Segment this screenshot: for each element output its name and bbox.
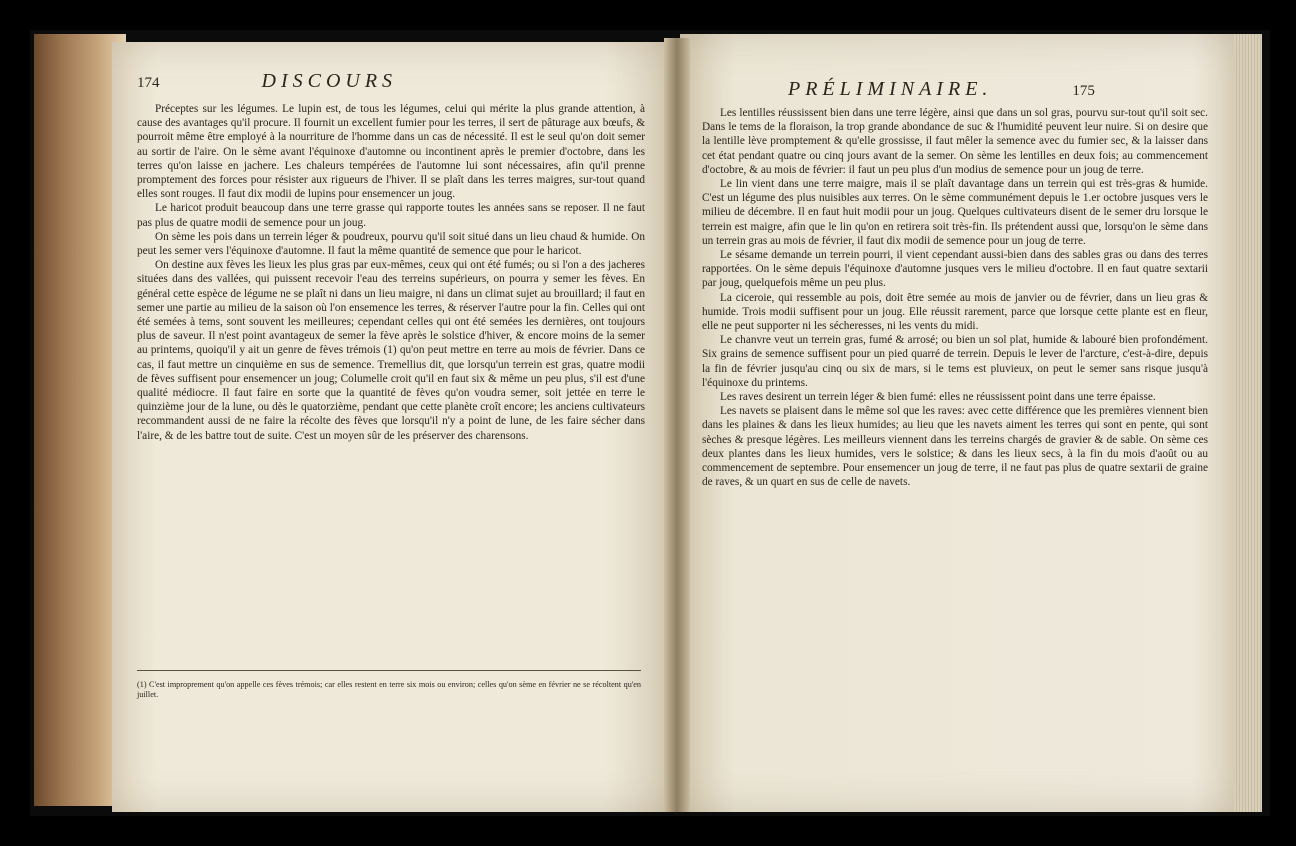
right-page-number: 175 — [1072, 83, 1095, 99]
paragraph-sesame: Le sésame demande un terrein pourri, il vient cependant aussi-bien dans des sables gras ou dans des terres rapportées. On le sème depuis l'équinoxe d'automne jusques vers le milieu d'octobre. Il en faut quatre sextarii par joug, quelquefois même un peu plus. — [702, 249, 1208, 290]
paragraph-raves: Les raves desirent un terrein léger & bien fumé: elles ne réussissent point dans une terre épaisse. — [720, 391, 1156, 404]
paragraph-ciceroie: La ciceroie, qui ressemble au pois, doit être semée au mois de janvier ou de février, dans un lieu gras & humide. Trois modii suffisent pour un joug. Elle réussit rarement, parce que lorsque cette plante est en fleur, elle ne peut supporter ni les sécheresses, ni les vents du midi. — [702, 291, 1208, 333]
paragraph-haricot: Le haricot produit beaucoup dans une terre grasse qui rapporte toutes les années sans se reposer. Il ne faut pas plus de quatre modii de semence pour un joug. — [137, 202, 645, 229]
paragraph-pois: On sème les pois dans un terrein léger & poudreux, pourvu qu'il soit situé dans un lieu chaud & humide. On peut les semer vers l'équinoxe d'automne. Il faut la même quantité de semence que pour le haricot. — [137, 230, 645, 258]
paragraph-navets: Les navets se plaisent dans le même sol que les raves: avec cette différence que les premières viennent bien dans les plaines & dans les lieux humides; au lieu que les navets aiment les terres qui sont en pente, qui sont sèches & presque légères. Les meilleurs viennent dans les terreins chargés de gravier & de sable. On sème ces deux plantes dans les lieux humides, vers le solstice; & dans les lieux secs, à la fin du mois d'août ou au commencement de septembre. Pour ensemencer un joug de terre, il ne faut pas plus de quatre sextarii de graine de raves, & un quart en sus de celle de navets. — [702, 405, 1208, 489]
left-running-head — [137, 70, 397, 93]
left-head-title: DISCOURS — [261, 70, 398, 92]
paragraph-lin: Le lin vient dans une terre maigre, mais il se plaît davantage dans un terrein qui est très-gras & humide. C'est un légume des plus nuisibles aux terres. On le sème communément depuis le 1.er octobre jusques vers le milieu de décembre. Il en faut huit modii pour un joug. Quelques cultivateurs disent de le semer dru lorsque le terrein est maigre, afin que le lin qu'on en retirera soit très-fin. Ils prétendent aussi que, lorsqu'on le sème dans un terrein gras au mois de février, il faut dix modii de semence pour un joug de terre. — [702, 178, 1208, 247]
right-head-title: PRÉLIMINAIRE. — [788, 78, 993, 100]
paragraph-chanvre: Le chanvre veut un terrein gras, fumé & arrosé; ou bien un sol plat, humide & labouré bien profondément. Six grains de semence suffisent pour un pied quarré de terrein. Depuis le lever de l'arcture, c'est-à-dire, depuis la fin de février jusqu'au cinq ou six de mars, si le tems est pluvieux, on peut le semer sans risque jusqu'à l'équinoxe du printems. — [702, 334, 1208, 389]
page-stack-edge — [1234, 34, 1262, 812]
paragraph-feves: On destine aux fèves les lieux les plus gras par eux-mêmes, ceux qui ont été fumés; ou si l'on a des jacheres situées dans des vallées, qui puissent recevoir l'eau des terreins supérieurs, on pourra y semer les fèves. En général cette espèce de légume ne se plaît ni dans un lieu maigre, ni dans un climat sujet au brouillard; il faut en semer une partie au milieu de la saison où l'on ensemence les terres, & réserver l'autre pour la fin. Celles qui ont été semées à tems, sont souvent les meilleures; cependant celles qui ont été semées les dernières, ont toujours plus de saveur. Il n'est point avantageux de semer la fève après le solstice d'hiver, & encore moins de la semer au printems, quoiqu'il y ait un genre de fèves trémois (1) qu'on peut mettre en terre au mois de février. Dans ce cas, il faut mettre un cinquième en sus de semence. Tremellius dit, que lorsqu'un terrein est gras, quatre modii de fèves suffisent pour ensemencer un joug; Columelle croit qu'il en faut six & même un peu plus, s'il est d'une qualité médiocre. Il faut faire en sorte que la quantité de fèves qu'on voudra semer, soit jettée en terre le quinzième jour de la lune, ou dès le quatorzième, pendant que cette planète croît encore; les anciens cultivateurs recommandent aussi de ne faire la récolte des fèves que lorsqu'il n'y a point de lune, de les faire sécher dans l'aire, & de les battre tout de suite. C'est un moyen sûr de les préserver des charensons. — [137, 259, 645, 442]
right-page-text — [702, 106, 1208, 489]
paragraph-lupin: Préceptes sur les légumes. Le lupin est, de tous les légumes, celui qui mérite la plus grande attention, à cause des avantages qu'il procure. Il fournit un excellent fumier pour les terres, il sert de pâturage aux bœufs, & pourroit même être employé à la nourriture de l'homme dans un cas de nécessité. Il est le seul qu'on doit semer au sortir de l'aire. On le sème avant l'équinoxe d'automne ou incontinent après le premier d'octobre, dans les terres qu'on laisse en jachere. Les chaleurs tempérées de l'automne lui sont nécessaires, afin qu'il prenne promptement des forces pour résister aux rigueurs de l'hiver. Il se plaît dans les terres maigres, sur-tout quand elles sont rouges. Il faut dix modii de lupins pour ensemencer un joug. — [137, 103, 645, 201]
paragraph-lentilles: Les lentilles réussissent bien dans une terre légère, ainsi que dans un sol gras, pourvu sur-tout qu'il soit sec. Dans le tems de la floraison, la trop grande abondance de suc & l'humidité peuvent leur nuire. Si on desire que la lentille lève promptement & qu'elle grossisse, il faut mêler la semence avec du fumier sec, & la laisser dans cet état pendant quatre ou cinq jours avant de la semer. On sème les lentilles en deux fois; au commencement d'octobre, & au mois de février: il faut un peu plus d'un modius de semence pour un joug de terre. — [702, 107, 1208, 176]
right-running-head — [788, 78, 1095, 101]
footnote: (1) C'est improprement qu'on appelle ces fèves trémois; car elles restent en terre six mois ou environ; celles qu'on sème en février ne se récoltent qu'en juillet. — [137, 680, 641, 699]
book-gutter — [664, 38, 690, 812]
left-page-text — [137, 102, 645, 443]
footnote-rule — [137, 670, 641, 671]
left-page-number: 174 — [137, 75, 160, 91]
